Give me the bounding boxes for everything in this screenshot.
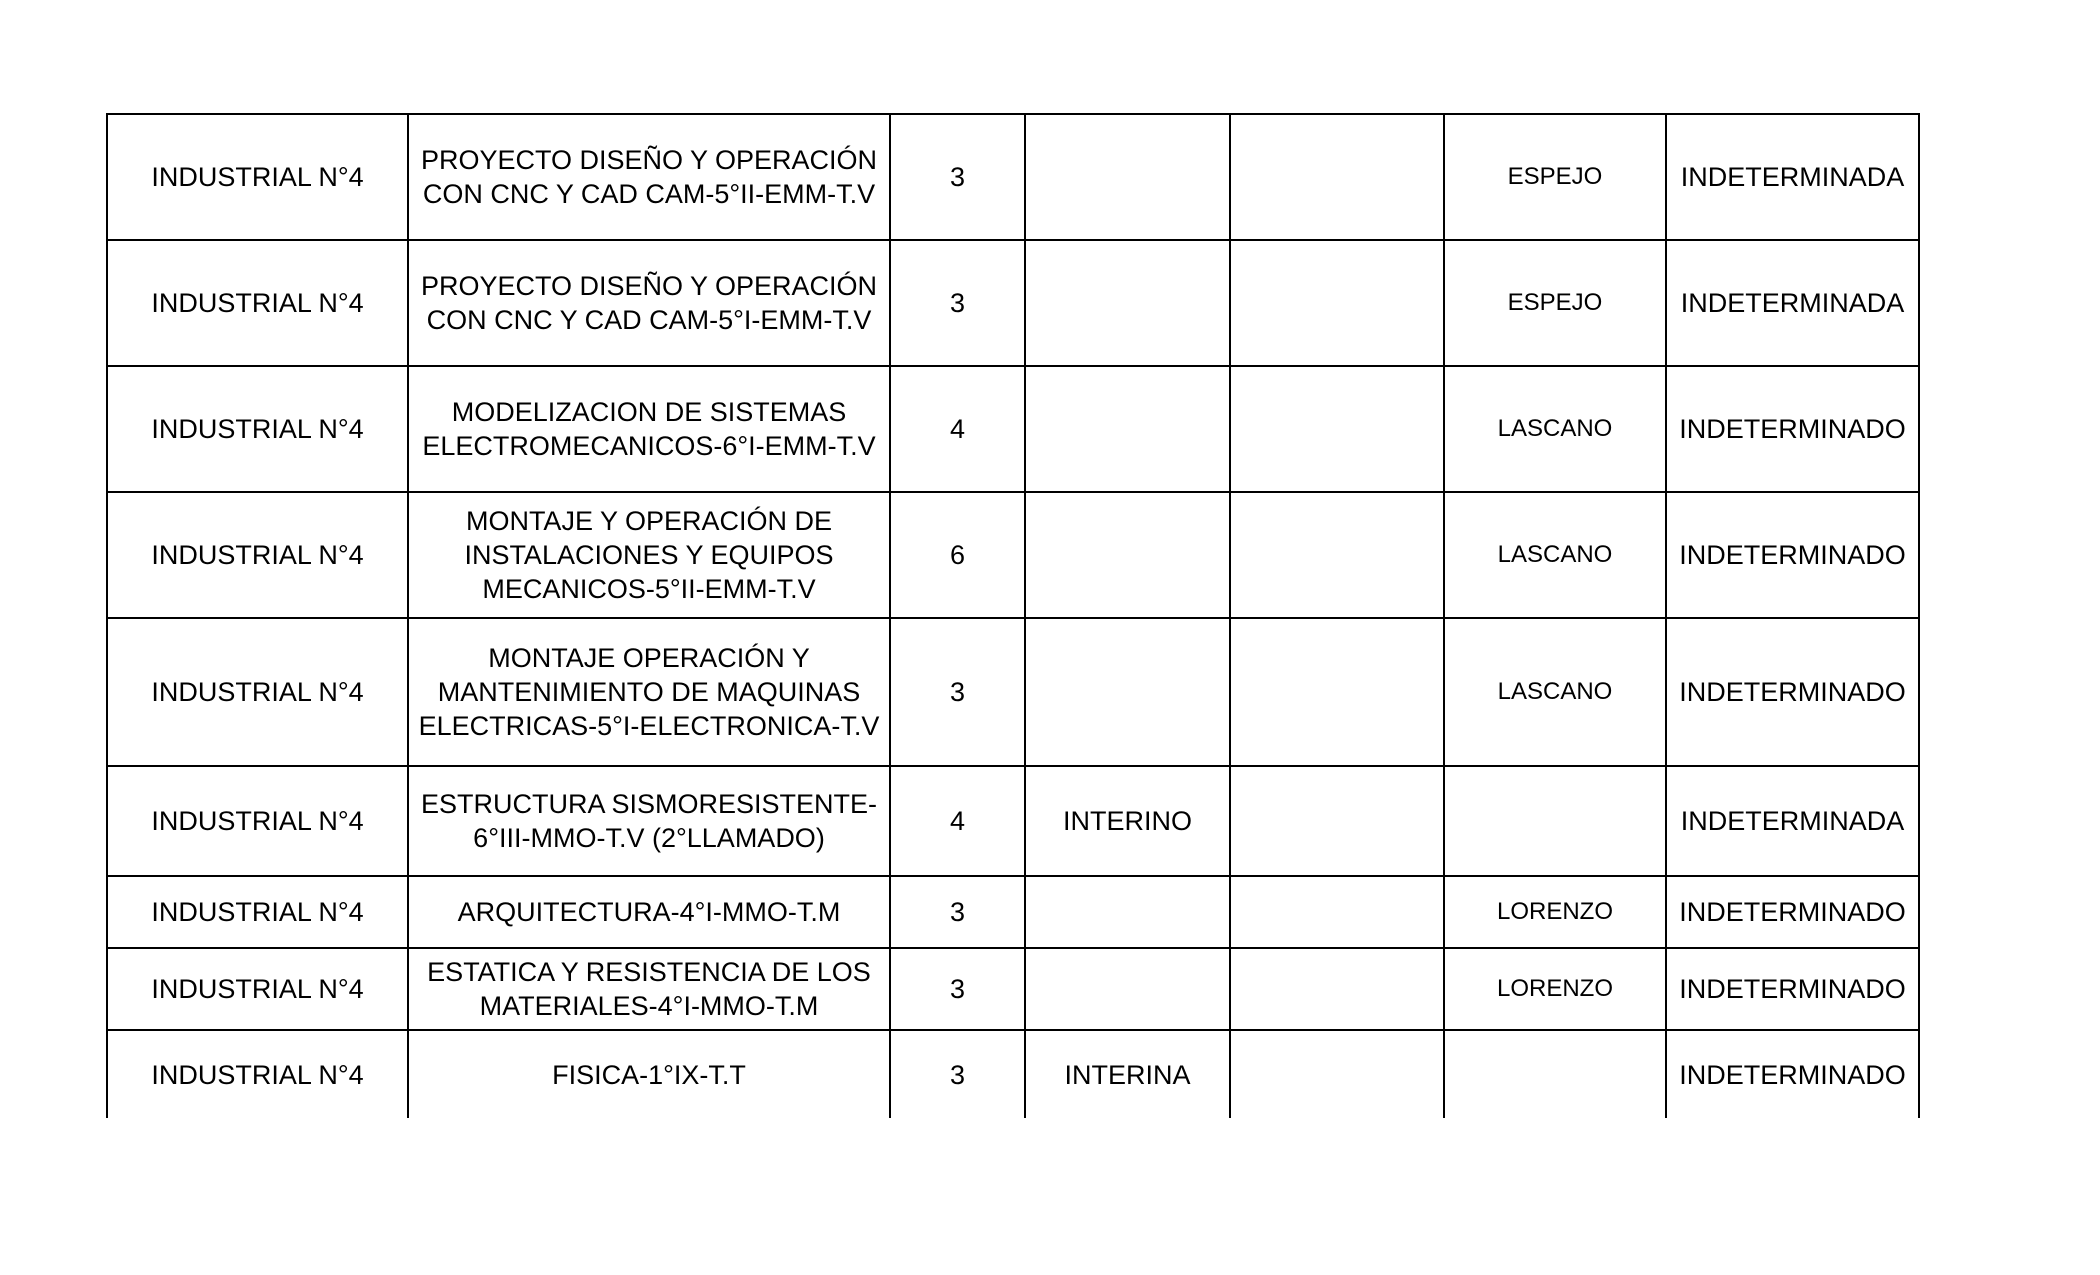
blank-cell [1230, 766, 1444, 876]
name-cell: LORENZO [1444, 948, 1666, 1030]
name-cell [1444, 1030, 1666, 1118]
school-cell: INDUSTRIAL N°4 [107, 1030, 408, 1118]
blank-cell [1230, 948, 1444, 1030]
subject-cell: PROYECTO DISEÑO Y OPERACIÓN CON CNC Y CAD CAM-5°II-EMM-T.V [408, 114, 890, 240]
duration-cell: INDETERMINADO [1666, 876, 1919, 948]
name-cell: LASCANO [1444, 618, 1666, 766]
name-cell: LASCANO [1444, 492, 1666, 618]
status-cell [1025, 618, 1230, 766]
status-cell [1025, 366, 1230, 492]
duration-cell: INDETERMINADA [1666, 766, 1919, 876]
blank-cell [1230, 618, 1444, 766]
duration-cell: INDETERMINADA [1666, 114, 1919, 240]
hours-cell: 6 [890, 492, 1025, 618]
school-cell: INDUSTRIAL N°4 [107, 114, 408, 240]
duration-cell: INDETERMINADO [1666, 492, 1919, 618]
hours-cell: 3 [890, 240, 1025, 366]
subject-cell: FISICA-1°IX-T.T [408, 1030, 890, 1118]
subject-cell: MONTAJE OPERACIÓN Y MANTENIMIENTO DE MAQUINAS ELECTRICAS-5°I-ELECTRONICA-T.V [408, 618, 890, 766]
duration-cell: INDETERMINADA [1666, 240, 1919, 366]
subject-cell: MONTAJE Y OPERACIÓN DE INSTALACIONES Y EQUIPOS MECANICOS-5°II-EMM-T.V [408, 492, 890, 618]
hours-cell: 3 [890, 1030, 1025, 1118]
blank-cell [1230, 366, 1444, 492]
name-cell: ESPEJO [1444, 240, 1666, 366]
subject-cell: ESTATICA Y RESISTENCIA DE LOS MATERIALES-4°I-MMO-T.M [408, 948, 890, 1030]
status-cell [1025, 948, 1230, 1030]
blank-cell [1230, 114, 1444, 240]
blank-cell [1230, 240, 1444, 366]
status-cell [1025, 876, 1230, 948]
table-row [107, 492, 1919, 618]
hours-cell: 3 [890, 618, 1025, 766]
name-cell: LASCANO [1444, 366, 1666, 492]
status-cell [1025, 114, 1230, 240]
status-cell: INTERINA [1025, 1030, 1230, 1118]
hours-cell: 3 [890, 948, 1025, 1030]
school-cell: INDUSTRIAL N°4 [107, 618, 408, 766]
school-cell: INDUSTRIAL N°4 [107, 492, 408, 618]
status-cell [1025, 240, 1230, 366]
school-cell: INDUSTRIAL N°4 [107, 366, 408, 492]
subject-cell: MODELIZACION DE SISTEMAS ELECTROMECANICOS-6°I-EMM-T.V [408, 366, 890, 492]
school-cell: INDUSTRIAL N°4 [107, 876, 408, 948]
duration-cell: INDETERMINADO [1666, 948, 1919, 1030]
table-row [107, 1030, 1919, 1118]
subject-cell: ESTRUCTURA SISMORESISTENTE- 6°III-MMO-T.V (2°LLAMADO) [408, 766, 890, 876]
hours-cell: 4 [890, 766, 1025, 876]
hours-cell: 4 [890, 366, 1025, 492]
assignments-table [106, 113, 1920, 1118]
school-cell: INDUSTRIAL N°4 [107, 240, 408, 366]
subject-cell: PROYECTO DISEÑO Y OPERACIÓN CON CNC Y CAD CAM-5°I-EMM-T.V [408, 240, 890, 366]
hours-cell: 3 [890, 876, 1025, 948]
school-cell: INDUSTRIAL N°4 [107, 948, 408, 1030]
table-row [107, 366, 1919, 492]
table-row [107, 948, 1919, 1030]
duration-cell: INDETERMINADO [1666, 618, 1919, 766]
duration-cell: INDETERMINADO [1666, 1030, 1919, 1118]
table-row [107, 876, 1919, 948]
table-row [107, 240, 1919, 366]
blank-cell [1230, 876, 1444, 948]
table-row [107, 114, 1919, 240]
name-cell [1444, 766, 1666, 876]
blank-cell [1230, 1030, 1444, 1118]
duration-cell: INDETERMINADO [1666, 366, 1919, 492]
status-cell: INTERINO [1025, 766, 1230, 876]
status-cell [1025, 492, 1230, 618]
school-cell: INDUSTRIAL N°4 [107, 766, 408, 876]
hours-cell: 3 [890, 114, 1025, 240]
name-cell: LORENZO [1444, 876, 1666, 948]
subject-cell: ARQUITECTURA-4°I-MMO-T.M [408, 876, 890, 948]
table-row [107, 766, 1919, 876]
name-cell: ESPEJO [1444, 114, 1666, 240]
blank-cell [1230, 492, 1444, 618]
table-row [107, 618, 1919, 766]
